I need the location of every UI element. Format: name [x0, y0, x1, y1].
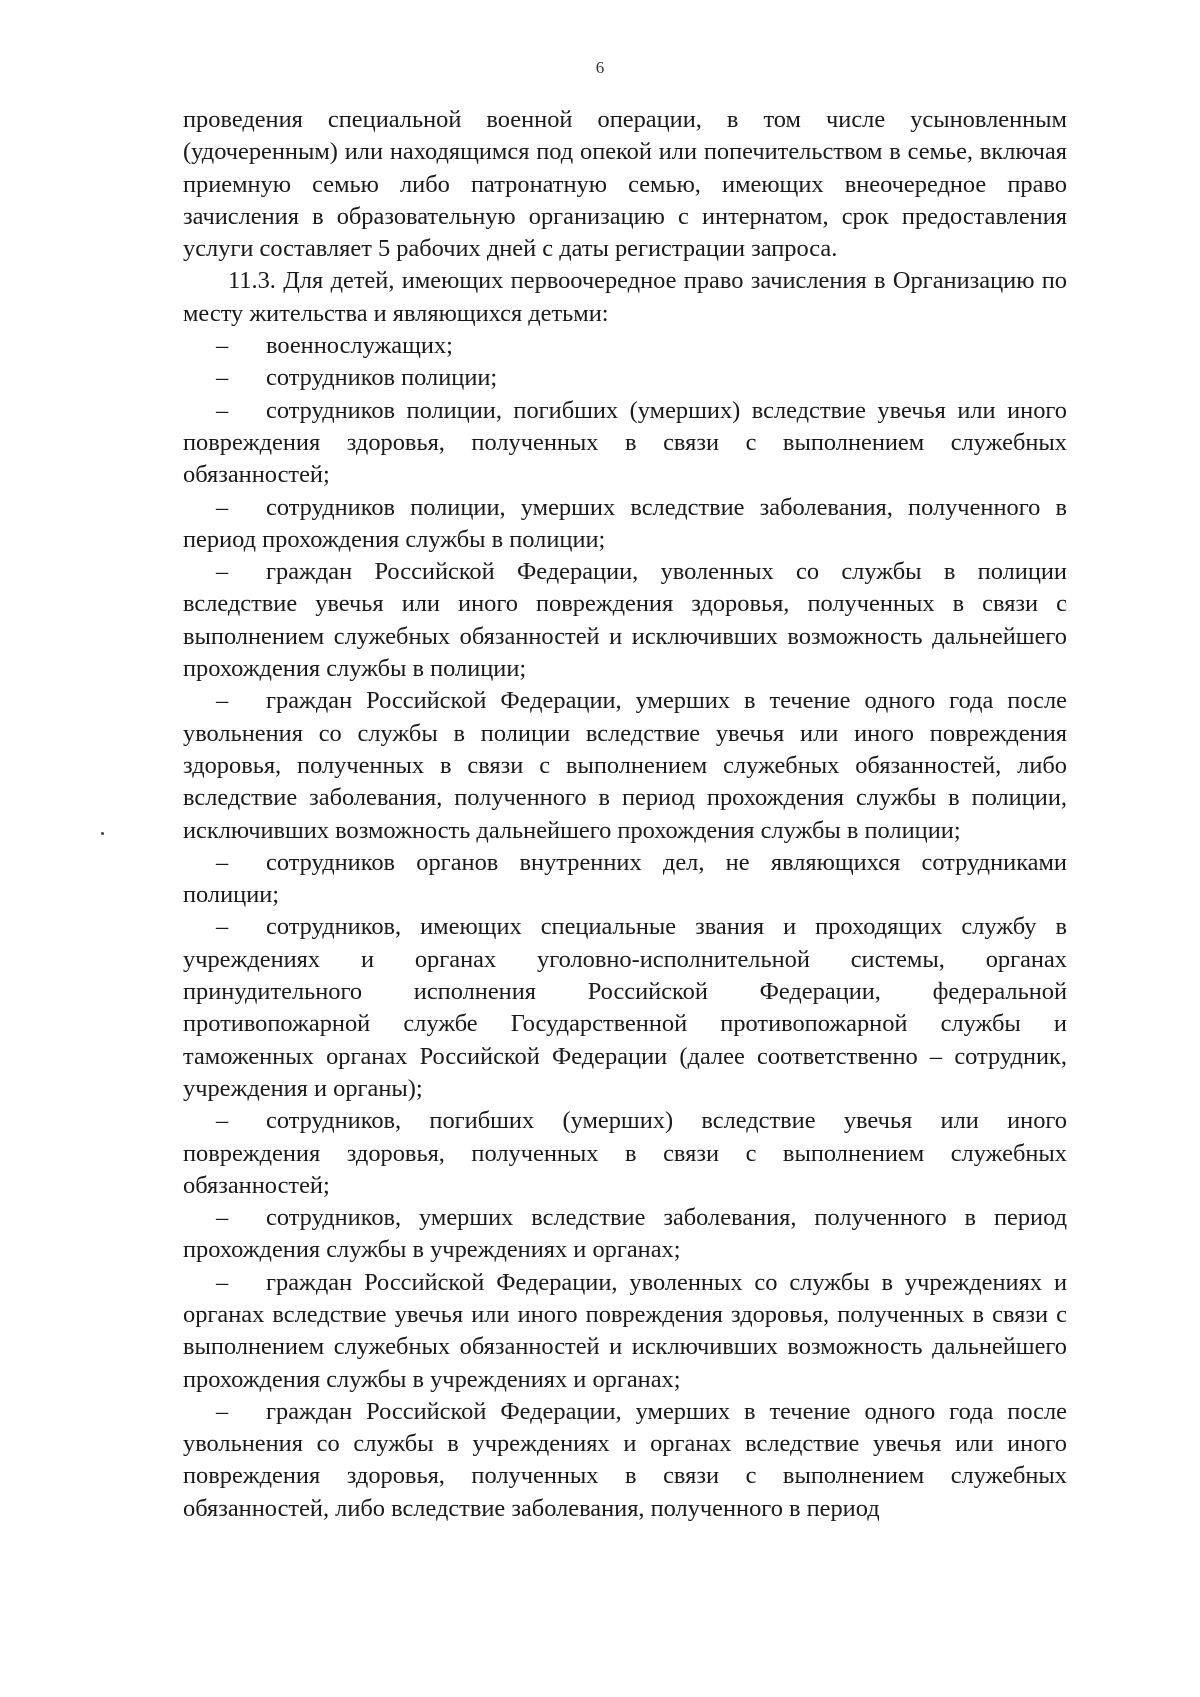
list-item-text: граждан Российской Федерации, уволенных со службы в полиции вследствие увечья или иного повреждения здоровья, полученных в связи с выполнением служебных обязанностей и исключивших возможность дальнейшего прохождения службы в полиции; — [183, 558, 1067, 683]
dash-bullet: – — [216, 687, 229, 715]
list-item — [183, 556, 1067, 685]
list-item — [183, 1105, 1067, 1202]
page-number: 6 — [595, 58, 605, 77]
list-item-text: сотрудников, умерших вследствие заболевания, полученного в период прохождения службы в учреждениях и органах; — [183, 1204, 1067, 1264]
dash-bullet: – — [216, 1397, 229, 1425]
list-item — [183, 492, 1067, 557]
dash-bullet: – — [216, 332, 229, 360]
list-item-text: сотрудников, погибших (умерших) вследствие увечья или иного повреждения здоровья, полученных в связи с выполнением служебных обязанностей; — [183, 1107, 1067, 1199]
list-item — [183, 362, 1067, 394]
dash-bullet: – — [216, 558, 229, 586]
list-item-text: граждан Российской Федерации, умерших в течение одного года после увольнения со службы в учреждениях и органах вследствие увечья или иного повреждения здоровья, полученных в связи с выполнением служебных обязанностей, либо вследствие заболевания, полученного в период — [183, 1397, 1067, 1522]
list-item — [183, 685, 1067, 846]
list-item-text: сотрудников органов внутренних дел, не являющихся сотрудниками полиции; — [183, 848, 1067, 909]
dash-bullet: – — [216, 1204, 229, 1232]
list-item-text: сотрудников, имеющих специальные звания и проходящих службу в учреждениях и органах уголовно-исполнительной системы, органах принудительного исполнения Российской Федерации, федеральной противопожарной службе Государственной противопожарной службы и таможенных органах Российской Федерации (далее соответственно – сотрудник, учреждения и органы); — [183, 913, 1067, 1102]
list-item — [183, 911, 1067, 1105]
list-item-text: сотрудников полиции, погибших (умерших) вследствие увечья или иного повреждения здоровья, полученных в связи с выполнением служебных обязанностей; — [183, 396, 1067, 489]
list-item-text: сотрудников полиции, умерших вследствие заболевания, полученного в период прохождения службы в полиции; — [183, 493, 1067, 553]
document-body — [183, 104, 1067, 1525]
dash-bullet: – — [216, 396, 229, 424]
list-item — [183, 847, 1067, 912]
list-item-text: сотрудников полиции; — [266, 364, 498, 392]
list-item — [183, 330, 1067, 362]
list-item — [183, 1396, 1067, 1525]
paragraph-11-3: 11.3. Для детей, имеющих первоочередное право зачисления в Организацию по месту жительства и являющихся детьми: — [183, 267, 1067, 327]
list-item — [183, 1202, 1067, 1267]
list-item — [183, 395, 1067, 492]
dash-bullet: – — [216, 913, 229, 941]
paragraph-continuation: проведения специальной военной операции, в том числе усыновленным (удочеренным) или находящимся под опекой или попечительством в семье, включая приемную семью либо патронатную семью, имеющих внеочередное право зачисления в образовательную организацию с интернатом, срок предоставления услуги составляет 5 рабочих дней с даты регистрации запроса. — [183, 106, 1067, 263]
scan-speck — [101, 832, 104, 835]
list-item — [183, 1267, 1067, 1396]
dash-bullet: – — [216, 493, 229, 521]
dash-bullet: – — [216, 848, 229, 876]
dash-bullet: – — [216, 1268, 229, 1296]
list-item-text: граждан Российской Федерации, умерших в течение одного года после увольнения со службы в полиции вследствие увечья или иного повреждения здоровья, полученных в связи с выполнением служебных обязанностей, либо вследствие заболевания, полученного в период прохождения службы в полиции, исключивших возможность дальнейшего прохождения службы в полиции; — [183, 687, 1067, 844]
list-item-text: граждан Российской Федерации, уволенных со службы в учреждениях и органах вследствие увечья или иного повреждения здоровья, полученных в связи с выполнением служебных обязанностей и исключивших возможность дальнейшего прохождения службы в учреждениях и органах; — [183, 1268, 1067, 1393]
list-item-text: военнослужащих; — [266, 332, 453, 360]
dash-bullet: – — [216, 1107, 229, 1135]
dash-bullet: – — [216, 364, 229, 392]
